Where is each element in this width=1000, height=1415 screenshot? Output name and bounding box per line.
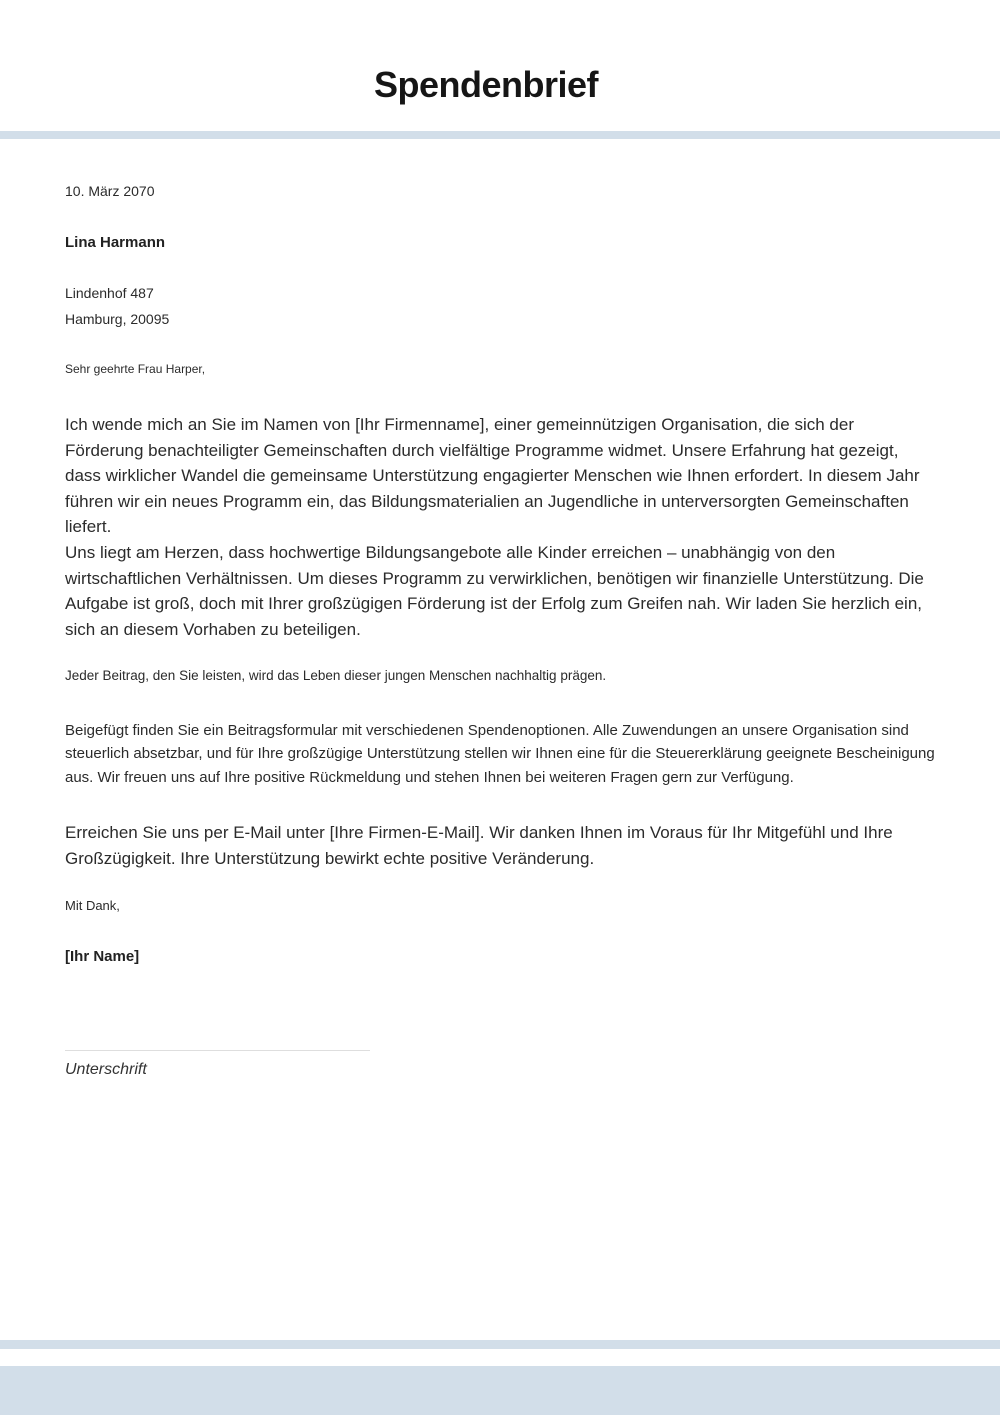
recipient-name: Lina Harmann: [65, 234, 166, 251]
signature-line: [65, 1050, 370, 1051]
document-title: Spendenbrief: [373, 64, 599, 105]
sender-name: [Ihr Name]: [65, 948, 140, 965]
signature-label: Unterschrift: [65, 1061, 147, 1078]
footer-divider: [0, 1340, 1000, 1349]
body-paragraph-4: Beigefügt finden Sie ein Beitragsformular mit verschiedenen Spendenoptionen. Alle Zuwendungen an unsere Organisation sind steuerlich absetzbar, und für Ihre großzügige Unterstützung stellen wir Ihnen eine für die Steuererklärung geeignete Bescheinigung aus. Wir freuen uns auf Ihre positive Rückmeldung und stehen Ihnen bei weiteren Fragen gern zur Verfügung.: [65, 722, 935, 786]
letter-date: 10. März 2070: [65, 183, 155, 199]
body-paragraph-1: Ich wende mich an Sie im Namen von [Ihr Firmenname], einer gemeinnützigen Organisation, die sich der Förderung benachteiligter Gemeinschaften durch vielfältige Programme widmet. Unsere Erfahrung hat gezeigt, dass wirklicher Wandel die gemeinsame Unterstützung engagierter Menschen wie Ihnen erfordert. In diesem Jahr führen wir ein neues Programm ein, das Bildungsmaterialien an Jugendliche in unterversorgten Gemeinschaften liefert.: [65, 415, 920, 536]
recipient-address-line1: Lindenhof 487: [65, 285, 154, 301]
salutation: Sehr geehrte Frau Harper,: [65, 362, 206, 376]
body-paragraph-5: Erreichen Sie uns per E-Mail unter [Ihre Firmen-E-Mail]. Wir danken Ihnen im Voraus für Ihr Mitgefühl und Ihre Großzügigkeit. Ihre Unterstützung bewirkt echte positive Veränderung.: [65, 823, 893, 868]
footer-band: [0, 1366, 1000, 1415]
recipient-address-line2: Hamburg, 20095: [65, 311, 170, 327]
body-paragraph-2: Uns liegt am Herzen, dass hochwertige Bildungsangebote alle Kinder erreichen – unabhängig von den wirtschaftlichen Verhältnissen. Um dieses Programm zu verwirklichen, benötigen wir finanzielle Unterstützung. Die Aufgabe ist groß, doch mit Ihrer großzügigen Förderung ist der Erfolg zum Greifen nah. Wir laden Sie herzlich ein, sich an diesem Vorhaben zu beteiligen.: [65, 543, 924, 639]
header-divider: [0, 131, 1000, 139]
body-paragraph-3: Jeder Beitrag, den Sie leisten, wird das Leben dieser jungen Menschen nachhaltig prägen.: [65, 668, 607, 683]
closing: Mit Dank,: [65, 898, 120, 913]
